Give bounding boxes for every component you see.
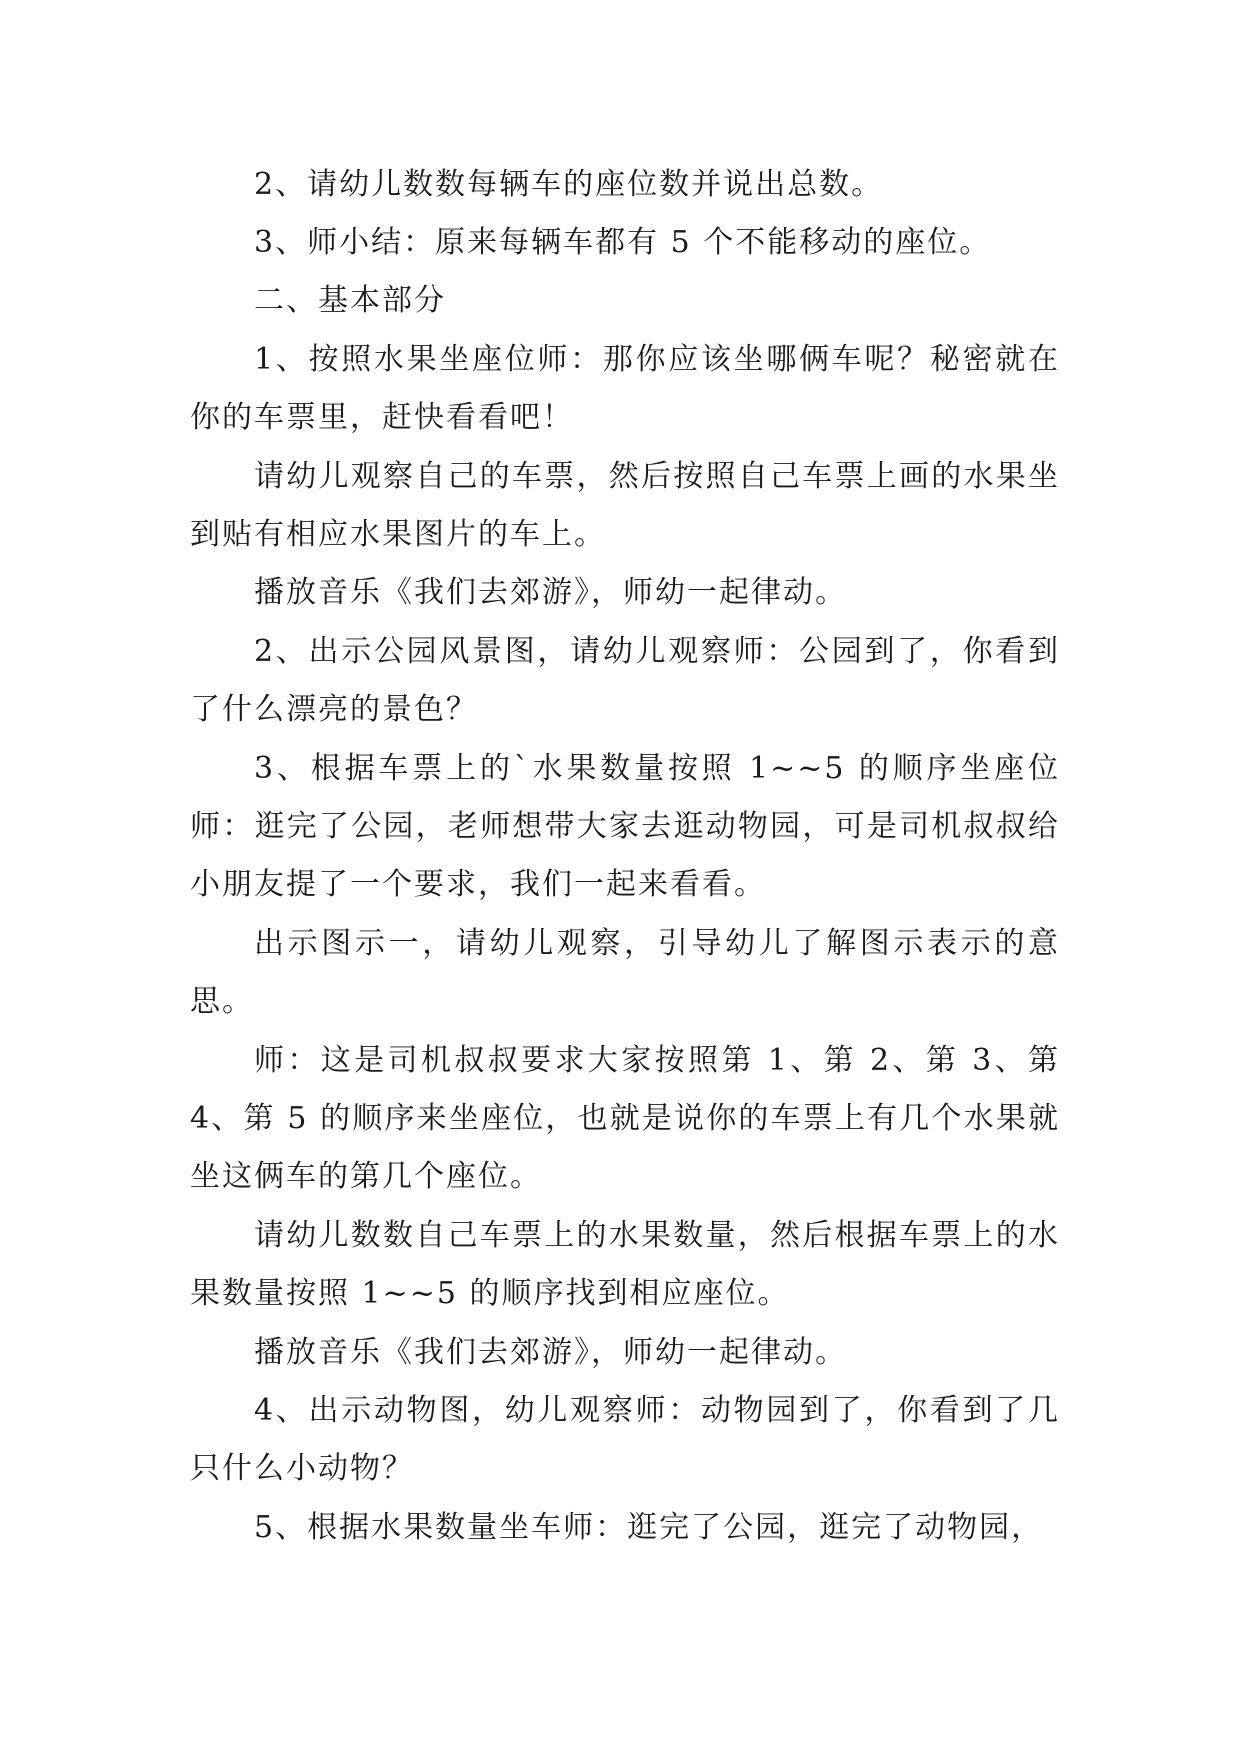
paragraph: 5、根据水果数量坐车师：逛完了公园，逛完了动物园，: [254, 1509, 1044, 1545]
paragraph: 播放音乐《我们去郊游》，师幼一起律动。: [254, 1334, 847, 1370]
paragraph: 4、出示动物图，幼儿观察师：动物园到了，你看到了几只什么小动物？: [190, 1393, 1060, 1487]
paragraph: 3、根据车票上的`水果数量按照 1~~5 的顺序坐座位师：逛完了公园，老师想带大家去逛动物园，可是司机叔叔给小朋友提了一个要求，我们一起来看看。: [190, 750, 1060, 903]
paragraph: 2、出示公园风景图，请幼儿观察师：公园到了，你看到了什么漂亮的景色？: [190, 633, 1060, 728]
paragraph: 1、按照水果坐座位师：那你应该坐哪俩车呢？秘密就在你的车票里，赶快看看吧！: [190, 341, 1060, 436]
paragraph: 播放音乐《我们去郊游》，师幼一起律动。: [254, 575, 847, 611]
paragraph: 2、请幼儿数数每辆车的座位数并说出总数。: [254, 166, 884, 202]
paragraph: 请幼儿数数自己车票上的水果数量，然后根据车票上的水果数量按照 1~~5 的顺序找到相应座位。: [190, 1217, 1060, 1312]
paragraph: 师：这是司机叔叔要求大家按照第 1、第 2、第 3、第 4、第 5 的顺序来坐座位，也就是说你的车票上有几个水果就坐这俩车的第几个座位。: [190, 1042, 1060, 1195]
paragraph: 请幼儿观察自己的车票，然后按照自己车票上画的水果坐到贴有相应水果图片的车上。: [190, 458, 1060, 552]
document-body: [190, 156, 1060, 1558]
section-heading: 二、基本部分: [254, 283, 446, 319]
paragraph: 3、师小结：原来每辆车都有 5 个不能移动的座位。: [254, 224, 992, 260]
paragraph: 出示图示一，请幼儿观察，引导幼儿了解图示表示的意思。: [190, 925, 1060, 1020]
